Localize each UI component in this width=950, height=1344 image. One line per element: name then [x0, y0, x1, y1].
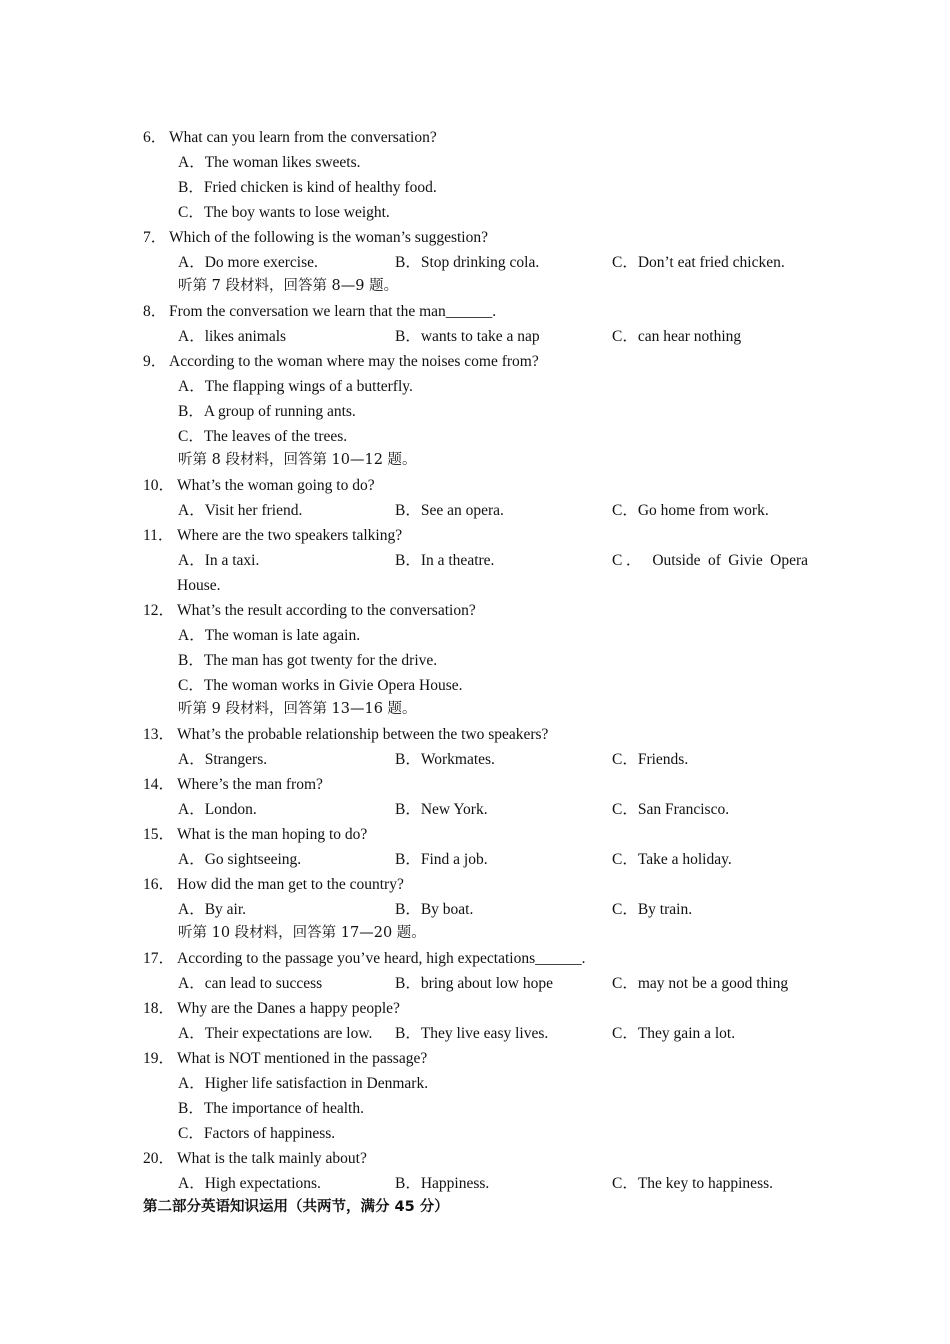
- question-text: How did the man get to the country?: [177, 876, 404, 893]
- option-b: B．bring about low hope: [395, 975, 553, 992]
- question-16: [0, 872, 950, 897]
- option-c: C．Friends.: [612, 751, 689, 768]
- option-row: [0, 1071, 950, 1096]
- question-13: [0, 722, 950, 747]
- option-c: C．The key to happiness.: [612, 1175, 774, 1192]
- question-14: [0, 772, 950, 797]
- option-c: C．They gain a lot.: [612, 1025, 736, 1042]
- option-c: C． Outside of Givie Opera: [612, 552, 808, 569]
- option-row: [0, 175, 950, 200]
- option-row: [0, 673, 950, 698]
- option-a: A．In a taxi.: [178, 552, 260, 569]
- question-17: [0, 946, 950, 971]
- option-b: B．They live easy lives.: [395, 1025, 549, 1042]
- option-b: B．Stop drinking cola.: [395, 254, 540, 271]
- question-18: [0, 996, 950, 1021]
- option-row: [0, 847, 950, 872]
- question-text: What’s the probable relationship between the two speakers?: [177, 726, 549, 743]
- option-row: [0, 623, 950, 648]
- option-a: A．Higher life satisfaction in Denmark.: [178, 1075, 429, 1092]
- option-c: C．The leaves of the trees.: [178, 428, 348, 445]
- option-c: C．may not be a good thing: [612, 975, 789, 992]
- section-8-heading: 听第 8 段材料，回答第 10—12 题。: [178, 452, 417, 468]
- option-c: C．Take a holiday.: [612, 851, 732, 868]
- question-number: 20．: [143, 1150, 175, 1167]
- option-b: B．Happiness.: [395, 1175, 490, 1192]
- option-row: [0, 1021, 950, 1046]
- section-instruction: [0, 274, 950, 299]
- question-text: What can you learn from the conversation?: [169, 129, 437, 146]
- option-row: [0, 324, 950, 349]
- option-b: B．By boat.: [395, 901, 474, 918]
- section-9-heading: 听第 9 段材料，回答第 13—16 题。: [178, 701, 417, 717]
- option-row: [0, 1096, 950, 1121]
- question-text: According to the passage you’ve heard, high expectations______.: [177, 950, 586, 967]
- option-row: [0, 399, 950, 424]
- option-b: B．A group of running ants.: [178, 403, 356, 420]
- option-row: [0, 1171, 950, 1196]
- option-a: A．Their expectations are low.: [178, 1025, 373, 1042]
- question-7: [0, 225, 950, 250]
- question-19: [0, 1046, 950, 1071]
- option-a: A．The flapping wings of a butterfly.: [178, 378, 413, 395]
- option-row: [0, 897, 950, 922]
- section-10-heading: 听第 10 段材料，回答第 17—20 题。: [178, 925, 426, 941]
- option-a: A．Strangers.: [178, 751, 268, 768]
- question-15: [0, 822, 950, 847]
- question-number: 12．: [143, 602, 175, 619]
- option-a: A．likes animals: [178, 328, 287, 345]
- question-text: What’s the result according to the conversation?: [177, 602, 476, 619]
- question-text: Which of the following is the woman’s suggestion?: [169, 229, 488, 246]
- option-b: B．Find a job.: [395, 851, 488, 868]
- question-10: [0, 473, 950, 498]
- option-row: [0, 424, 950, 449]
- question-text: What is NOT mentioned in the passage?: [177, 1050, 428, 1067]
- option-row: [0, 200, 950, 225]
- option-c: C．Factors of happiness.: [178, 1125, 336, 1142]
- question-number: 13．: [143, 726, 175, 743]
- option-c: C．The boy wants to lose weight.: [178, 204, 390, 221]
- question-number: 16．: [143, 876, 175, 893]
- option-a: A．Go sightseeing.: [178, 851, 302, 868]
- option-b: B．Fried chicken is kind of healthy food.: [178, 179, 437, 196]
- question-number: 6．: [143, 129, 167, 146]
- question-20: [0, 1146, 950, 1171]
- option-row: [0, 1121, 950, 1146]
- option-row: [0, 498, 950, 523]
- option-b: B．New York.: [395, 801, 488, 818]
- option-b: B．In a theatre.: [395, 552, 495, 569]
- question-text: Where are the two speakers talking?: [177, 527, 403, 544]
- question-11: [0, 523, 950, 548]
- option-b: B．Workmates.: [395, 751, 495, 768]
- option-row: [0, 971, 950, 996]
- option-c: C．Go home from work.: [612, 502, 769, 519]
- question-number: 14．: [143, 776, 175, 793]
- option-a: A．Visit her friend.: [178, 502, 303, 519]
- section-instruction: [0, 448, 950, 473]
- section-instruction: [0, 921, 950, 946]
- question-number: 19．: [143, 1050, 175, 1067]
- option-a: A．The woman is late again.: [178, 627, 361, 644]
- question-text: Why are the Danes a happy people?: [177, 1000, 400, 1017]
- option-c: C．can hear nothing: [612, 328, 742, 345]
- option-row: [0, 648, 950, 673]
- question-12: [0, 598, 950, 623]
- option-c: C．Don’t eat fried chicken.: [612, 254, 785, 271]
- question-8: [0, 299, 950, 324]
- option-continuation: [0, 573, 950, 598]
- option-a: A．High expectations.: [178, 1175, 321, 1192]
- option-b: B．The importance of health.: [178, 1100, 364, 1117]
- option-row: [0, 747, 950, 772]
- question-number: 10．: [143, 477, 175, 494]
- question-number: 18．: [143, 1000, 175, 1017]
- option-row: [0, 150, 950, 175]
- question-9: [0, 349, 950, 374]
- section-instruction: [0, 697, 950, 722]
- section-7-heading: 听第 7 段材料，回答第 8—9 题。: [178, 278, 399, 294]
- option-b: B．wants to take a nap: [395, 328, 540, 345]
- question-text: What is the talk mainly about?: [177, 1150, 367, 1167]
- part-2-heading: 第二部分英语知识运用（共两节，满分 45 分）: [143, 1199, 449, 1215]
- question-number: 8．: [143, 303, 167, 320]
- question-text: From the conversation we learn that the man______.: [169, 303, 497, 320]
- option-c: C．The woman works in Givie Opera House.: [178, 677, 463, 694]
- question-number: 9．: [143, 353, 167, 370]
- option-c-continuation: House.: [177, 577, 221, 594]
- option-row: [0, 797, 950, 822]
- option-row: [0, 250, 950, 275]
- question-text: According to the woman where may the noises come from?: [169, 353, 539, 370]
- question-text: What’s the woman going to do?: [177, 477, 375, 494]
- part-heading-row: [0, 1195, 950, 1220]
- option-a: A．can lead to success: [178, 975, 323, 992]
- question-number: 11．: [143, 527, 174, 544]
- question-text: Where’s the man from?: [177, 776, 323, 793]
- question-text: What is the man hoping to do?: [177, 826, 368, 843]
- option-row: [0, 548, 950, 573]
- option-a: A．Do more exercise.: [178, 254, 318, 271]
- option-row: [0, 374, 950, 399]
- option-b: B．See an opera.: [395, 502, 504, 519]
- option-b: B．The man has got twenty for the drive.: [178, 652, 438, 669]
- question-number: 15．: [143, 826, 175, 843]
- option-a: A．By air.: [178, 901, 247, 918]
- option-c: C．San Francisco.: [612, 801, 730, 818]
- question-6: [0, 125, 950, 150]
- option-a: A．The woman likes sweets.: [178, 154, 361, 171]
- question-number: 7．: [143, 229, 167, 246]
- option-c: C．By train.: [612, 901, 693, 918]
- question-number: 17．: [143, 950, 175, 967]
- option-a: A．London.: [178, 801, 257, 818]
